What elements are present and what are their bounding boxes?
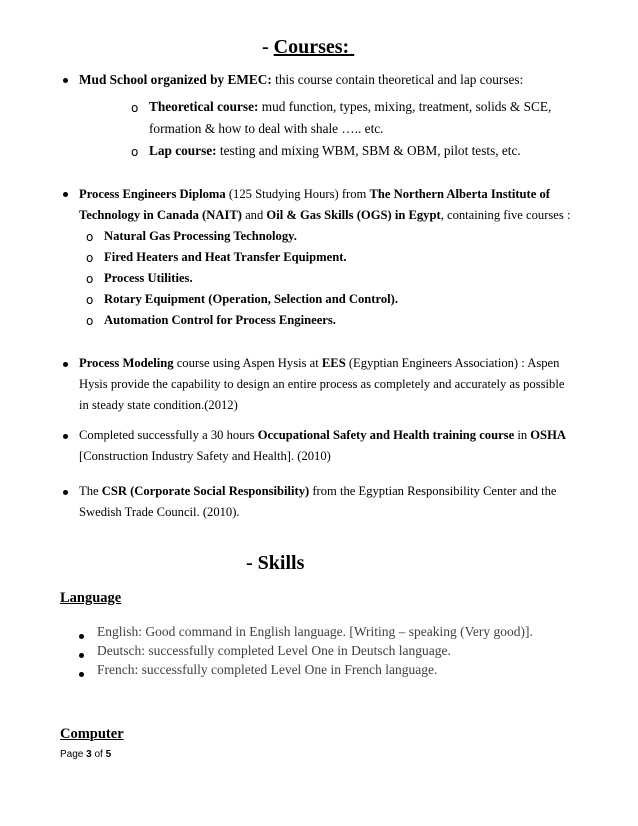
course-item: Automation Control for Process Engineers. bbox=[104, 313, 336, 327]
course-item: Rotary Equipment (Operation, Selection and Control). bbox=[104, 292, 398, 306]
modeling-line1: Process Modeling course using Aspen Hysis at EES (Egyptian Engineers Association) : Aspen bbox=[79, 356, 560, 370]
mud-school-line: Mud School organized by EMEC: this course contain theoretical and lap courses: bbox=[79, 72, 524, 87]
bullet-icon bbox=[63, 192, 68, 197]
lap-course-line: Lap course: testing and mixing WBM, SBM & OBM, pilot tests, etc. bbox=[149, 143, 521, 158]
bullet-icon bbox=[63, 434, 68, 439]
circle-bullet-icon: o bbox=[131, 145, 139, 159]
bullet-icon bbox=[63, 78, 68, 83]
course-item: Fired Heaters and Heat Transfer Equipment. bbox=[104, 250, 347, 264]
course-item: Process Utilities. bbox=[104, 271, 193, 285]
bullet-icon bbox=[63, 490, 68, 495]
language-title: Language bbox=[60, 590, 122, 606]
modeling-line3: in steady state condition.(2012) bbox=[79, 398, 238, 412]
modeling-line2: Hysis provide the capability to design an entire process as completely and accurately as possible bbox=[79, 377, 565, 391]
csr-line1: The CSR (Corporate Social Responsibility) from the Egyptian Responsibility Center and the bbox=[79, 484, 557, 498]
osha-line2: [Construction Industry Safety and Health]. (2010) bbox=[79, 449, 331, 463]
page-footer: Page 3 of 5 bbox=[60, 749, 112, 760]
computer-title: Computer bbox=[60, 726, 124, 742]
skills-heading: - Skills bbox=[246, 552, 305, 574]
bullet-icon bbox=[79, 653, 84, 658]
circle-bullet-icon: o bbox=[86, 314, 94, 328]
courses-heading: - Courses: bbox=[262, 36, 350, 58]
circle-bullet-icon: o bbox=[86, 272, 94, 286]
theoretical-course-line: Theoretical course: mud function, types, mixing, treatment, solids & SCE, bbox=[149, 99, 552, 114]
circle-bullet-icon: o bbox=[86, 251, 94, 265]
bullet-icon bbox=[79, 634, 84, 639]
bullet-icon bbox=[63, 362, 68, 367]
process-eng-line2: Technology in Canada (NAIT) and Oil & Gas Skills (OGS) in Egypt, containing five courses : bbox=[79, 208, 571, 222]
bullet-icon bbox=[79, 672, 84, 677]
language-item: English: Good command in English language. [Writing – speaking (Very good)]. bbox=[97, 624, 533, 639]
process-eng-line1: Process Engineers Diploma (125 Studying Hours) from The Northern Alberta Institute of bbox=[79, 187, 550, 201]
course-item: Natural Gas Processing Technology. bbox=[104, 229, 297, 243]
csr-line2: Swedish Trade Council. (2010). bbox=[79, 505, 240, 519]
language-item: Deutsch: successfully completed Level One in Deutsch language. bbox=[97, 643, 451, 658]
circle-bullet-icon: o bbox=[86, 230, 94, 244]
theoretical-course-cont: formation & how to deal with shale ….. etc. bbox=[149, 121, 384, 136]
circle-bullet-icon: o bbox=[86, 293, 94, 307]
circle-bullet-icon: o bbox=[131, 101, 139, 115]
language-item: French: successfully completed Level One in French language. bbox=[97, 662, 438, 677]
osha-line1: Completed successfully a 30 hours Occupational Safety and Health training course in OSHA bbox=[79, 428, 566, 442]
